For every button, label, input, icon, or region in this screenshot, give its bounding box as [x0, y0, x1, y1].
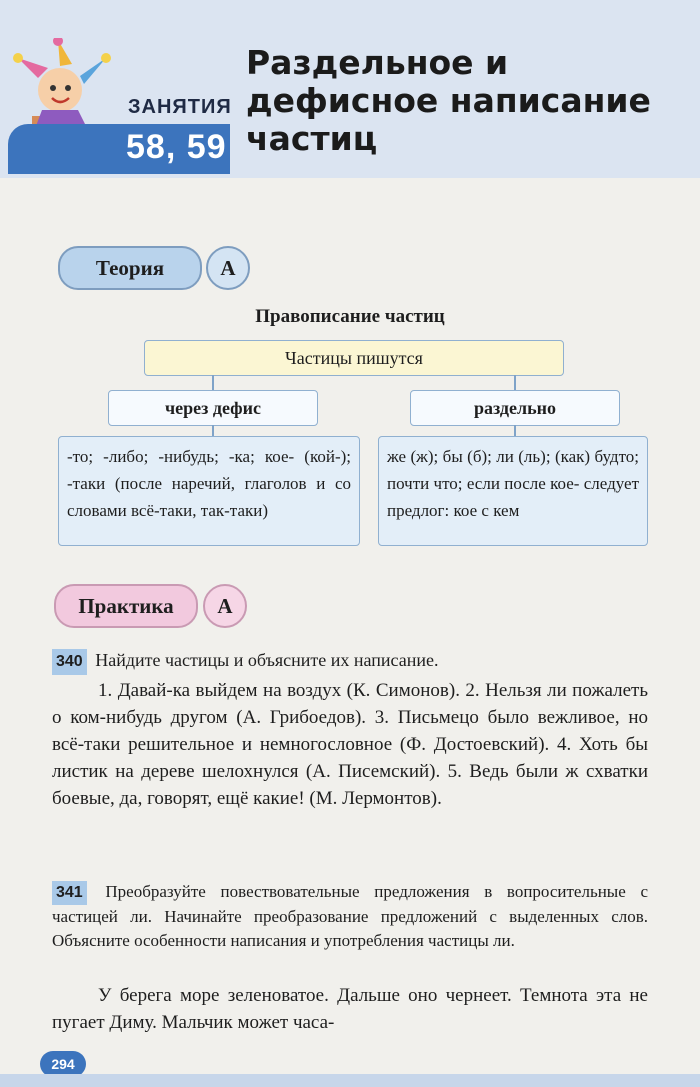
hyphen-heading-box: через дефис [108, 390, 318, 426]
task-341-instruction: Преобразуйте повествовательные предложения в вопросительные с частицей ли. Начинайте преобразование предложений с выделенных слов. Объясните особенности написания и употребления частицы ли. [52, 882, 649, 950]
diagram-root-box: Частицы пишутся [144, 340, 564, 376]
page-number: 294 [40, 1051, 86, 1077]
task-340-instruction: Найдите частицы и объясните их написание. [95, 650, 439, 670]
task-341-instruction-block [52, 880, 648, 976]
diagram-connector [212, 425, 214, 436]
hyphen-rule-box: -то; -либо; -нибудь; -ка; кое- (кой-); -таки (после наречий, глаголов и со словами всё-таки, так-таки) [58, 436, 360, 546]
practice-section-badge: Практика [54, 584, 198, 628]
task-340-number: 340 [52, 649, 87, 675]
task-340-text: 1. Давай-ка выйдем на воздух (К. Симонов). 2. Нельзя ли пожалеть о ком-нибудь другом (А. Грибоедов). 3. Письмецо было вежливое, но всё-таки решительное и немногословное (Ф. Достоевский). 4. Хоть бы листик на дереве шелохнулся (А. Писемский). 5. Ведь были ж схватки боевые, да, говорят, ещё какие! (М. Лермонтов). [52, 680, 648, 809]
task-340-instruction-line [52, 647, 648, 675]
practice-level-badge: А [203, 584, 247, 628]
task-341-text: У берега море зеленоватое. Дальше оно чернеет. Темнота эта не пугает Диму. Мальчик может часа- [52, 985, 648, 1033]
separate-heading-box: раздельно [410, 390, 620, 426]
theory-level-badge: А [206, 246, 250, 290]
separate-rule-box: же (ж); бы (б); ли (ль); (как) будто; почти что; если после кое- следует предлог: кое с кем [378, 436, 648, 546]
diagram-connector [212, 375, 214, 390]
diagram-connector [514, 375, 516, 390]
task-341-number: 341 [52, 881, 87, 905]
theory-section-badge: Теория [58, 246, 202, 290]
page-title: Раздельное и дефисное написание частиц [246, 43, 651, 158]
lesson-label: ЗАНЯТИЯ [128, 96, 232, 118]
diagram-connector [514, 425, 516, 436]
page-bottom-bar [0, 1074, 700, 1087]
lesson-numbers: 58, 59 [126, 128, 227, 166]
diagram-title: Правописание частиц [255, 306, 445, 327]
